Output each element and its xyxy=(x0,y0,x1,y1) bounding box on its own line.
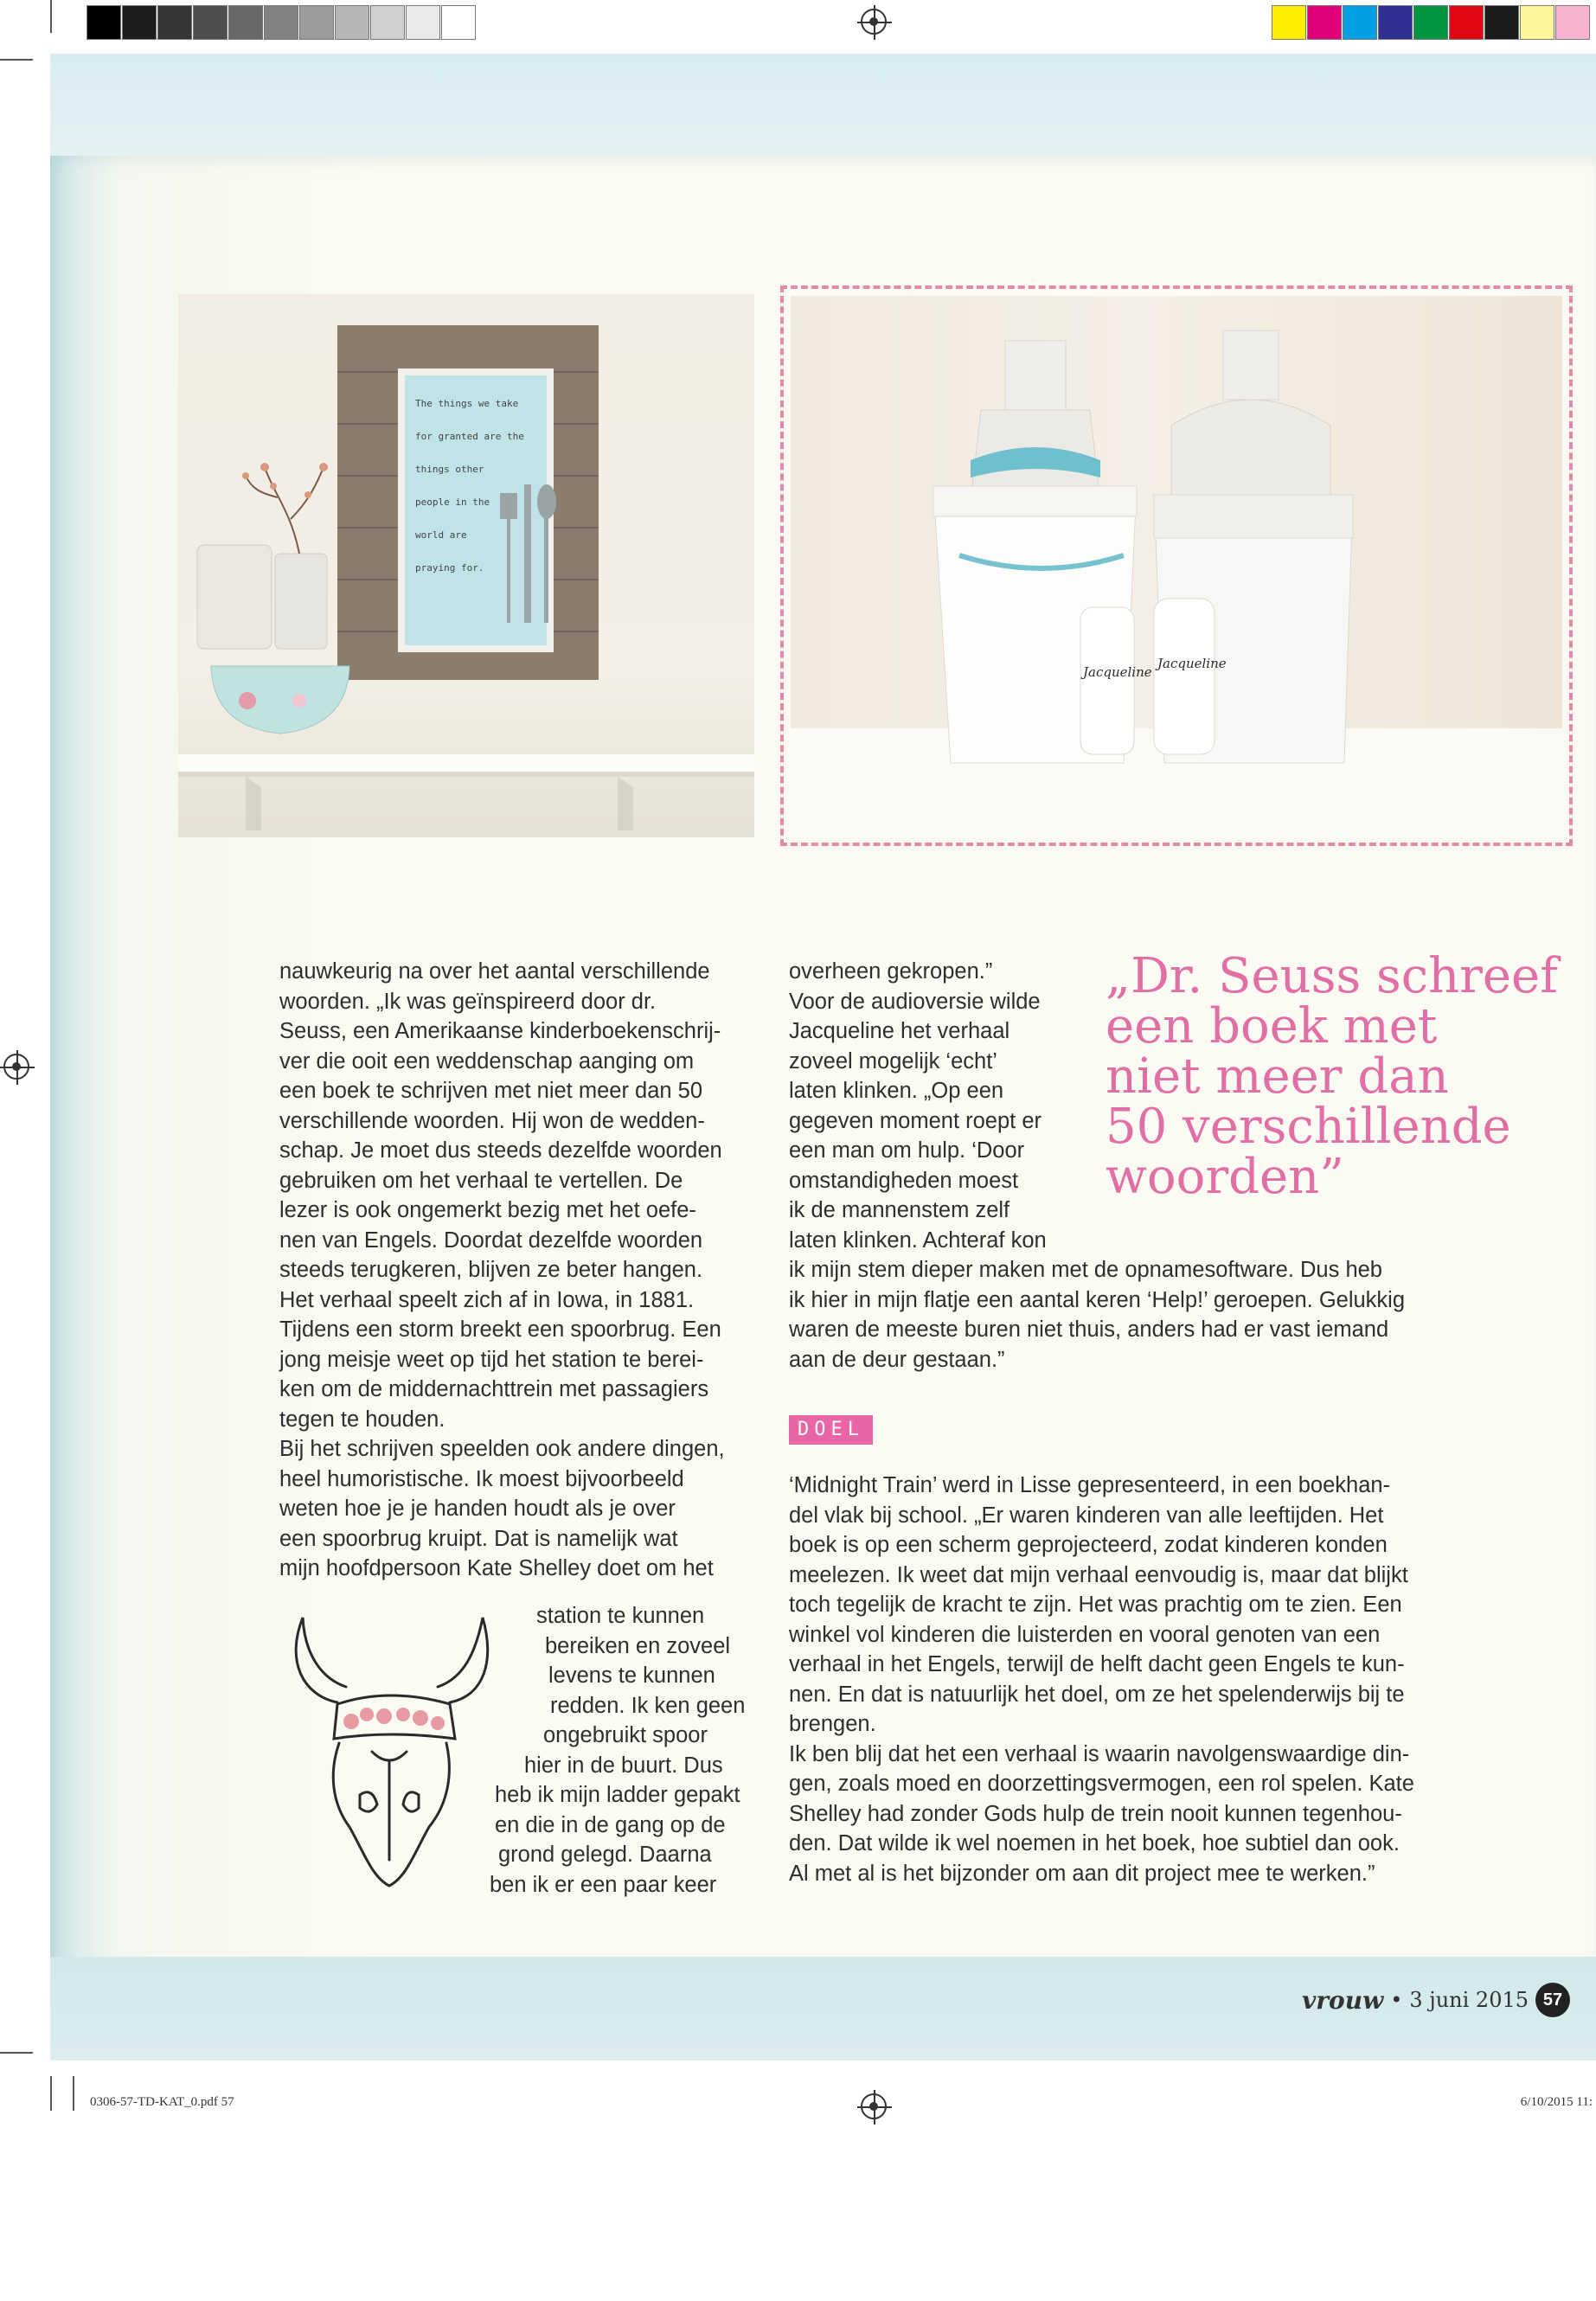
crop-mark xyxy=(73,2076,74,2111)
wrap-line: ben ik er een paar keer xyxy=(490,1873,717,1897)
gray-swatch xyxy=(441,5,476,40)
frame-line: people in the xyxy=(415,497,490,508)
article-column-2-after: ‘Midnight Train’ werd in Lisse gepresenteerd, in een boekhan- del vlak bij school. „Er waren kinderen van alle leeftijden. Het boek is op een scherm geprojecteerd, zodat kinderen konden meelezen. Ik weet dat mijn verhaal eenvoudig is, maar dat blijkt toch tegelijk de kracht te zijn. Het was prachtig om te zien. Een winkel vol kinderen die luisterden en vooral genoten van een verhaal in het Engels, terwijl de helft dacht geen Engels te kun- nen. En dat is natuurlijk het doel, om ze het spelenderwijs bij te brengen. Ik ben blij dat het een verhaal is waarin navolgenswaardige din- gen, zoals moed en doorzettingsvermogen, een rol spelen. Kate Shelley had zonder Gods hulp de trein nooit kunnen tegenhou- den. Dat wilde ik wel noemen in het boek, hoe subtiel dan ook. Al met al is het bijzonder om aan dit project mee te werken.” xyxy=(789,1473,1414,1886)
cmyk-swatch xyxy=(1555,5,1590,40)
photo-bottles-border xyxy=(780,285,1573,846)
crop-mark xyxy=(0,59,33,61)
crop-mark xyxy=(0,2052,33,2054)
footer-separator: • xyxy=(1390,1988,1403,2012)
gray-swatch xyxy=(157,5,192,40)
wrap-line: levens te kunnen xyxy=(548,1663,715,1688)
photo-frame-shelf-illustration xyxy=(178,294,754,837)
article-column-1: nauwkeurig na over het aantal verschillende woorden. „Ik was geïnspireerd door dr. Seuss, een Amerikaanse kinderboekenschrij- ver die ooit een weddenschap aanging om een boek te schrijven met niet meer dan 50 verschillende woorden. Hij won de wedden- schap. Je moet dus steeds dezelfde woorden gebruiken om het verhaal te vertellen. De lezer is ook ongemerkt bezig met het oefe- nen van Engels. Doordat dezelfde woorden steeds terugkeren, blijven ze beter hangen. Het verhaal speelt zich af in Iowa, in 1881. Tijdens een storm breekt een spoorbrug. Een jong meisje weet op tijd het station te berei- ken om de middernachttrein met passagiers tegen te houden. Bij het schrijven speelden ook andere dingen, heel humoristische. Ik moest bijvoorbeeld weten hoe je je handen houdt als je over een spoorbrug kruipt. Dat is namelijk wat mijn hoofdpersoon Kate Shelley doet om het xyxy=(279,959,725,1580)
gray-swatch xyxy=(335,5,369,40)
top-band xyxy=(50,54,1596,156)
wrap-line: station te kunnen xyxy=(536,1604,705,1628)
article-column-2-narrow: overheen gekropen.” Voor de audioversie wilde Jacqueline het verhaal zoveel mogelijk ‘echt’ laten klinken. „Op een gegeven moment roept er een man om hulp. ‘Door omstandigheden moest ik de mannenstem zelf laten klinken. Achteraf kon xyxy=(789,959,1047,1253)
wrap-line: ongebruikt spoor xyxy=(543,1723,708,1747)
cmyk-swatch xyxy=(1272,5,1306,40)
pull-quote: „Dr. Seuss schreef een boek met niet meer dan 50 verschillende woorden” xyxy=(1106,948,1558,1205)
gray-swatch xyxy=(228,5,263,40)
registration-mark-icon xyxy=(3,1054,29,1080)
gray-swatch xyxy=(87,5,121,40)
frame-line: world are xyxy=(415,529,467,541)
section-tag-doel: DOEL xyxy=(789,1415,873,1445)
gray-swatch xyxy=(122,5,157,40)
gray-swatch xyxy=(193,5,228,40)
registration-mark-icon xyxy=(861,9,887,35)
gray-swatch xyxy=(406,5,440,40)
article-column-2-wide: ik mijn stem dieper maken met de opnamesoftware. Dus heb ik hier in mijn flatje een aantal keren ‘Help!’ geroepen. Gelukkig waren de meeste buren niet thuis, anders had er vast iemand aan de deur gestaan.” xyxy=(789,1258,1406,1372)
wrap-line: en die in de gang op de xyxy=(495,1813,726,1837)
photo-bottles-illustration xyxy=(791,296,1562,836)
bull-skull-illustration xyxy=(277,1600,502,1894)
cmyk-swatch xyxy=(1343,5,1377,40)
wrap-line: grond gelegd. Daarna xyxy=(498,1843,712,1867)
crop-mark xyxy=(50,0,52,33)
cmyk-swatch xyxy=(1307,5,1342,40)
cmyk-swatch xyxy=(1520,5,1554,40)
cmyk-swatch xyxy=(1413,5,1448,40)
issue-date: 3 juni 2015 xyxy=(1409,1988,1529,2012)
gray-swatch xyxy=(370,5,405,40)
wrap-line: bereiken en zoveel xyxy=(545,1634,731,1658)
page-footer xyxy=(1302,1983,1570,2017)
gray-swatch xyxy=(299,5,334,40)
print-slug-file: 0306-57-TD-KAT_0.pdf 57 xyxy=(90,2095,234,2109)
frame-line: The things we take xyxy=(415,398,519,409)
photo-bottles xyxy=(791,296,1562,836)
wrap-line: heb ik mijn ladder gepakt xyxy=(495,1783,740,1807)
frame-line: praying for. xyxy=(415,562,484,574)
frame-line: things other xyxy=(415,464,484,475)
gray-swatch xyxy=(264,5,298,40)
wrap-line: hier in de buurt. Dus xyxy=(524,1753,723,1778)
magazine-brand: vrouw xyxy=(1302,1985,1384,2015)
cmyk-swatch xyxy=(1484,5,1519,40)
jar-label: Jacqueline xyxy=(1157,656,1227,671)
wrap-line: redden. Ik ken geen xyxy=(550,1694,746,1718)
frame-line: for granted are the xyxy=(415,431,524,442)
jar-label: Jacqueline xyxy=(1083,664,1152,680)
photo-frame-shelf xyxy=(178,294,754,837)
cmyk-swatch xyxy=(1378,5,1413,40)
cmyk-swatch xyxy=(1449,5,1484,40)
crop-mark xyxy=(50,2076,52,2111)
print-slug-timestamp: 6/10/2015 11: xyxy=(1520,2095,1593,2109)
registration-mark-icon xyxy=(861,2093,887,2119)
page-number-badge: 57 xyxy=(1535,1983,1570,2017)
